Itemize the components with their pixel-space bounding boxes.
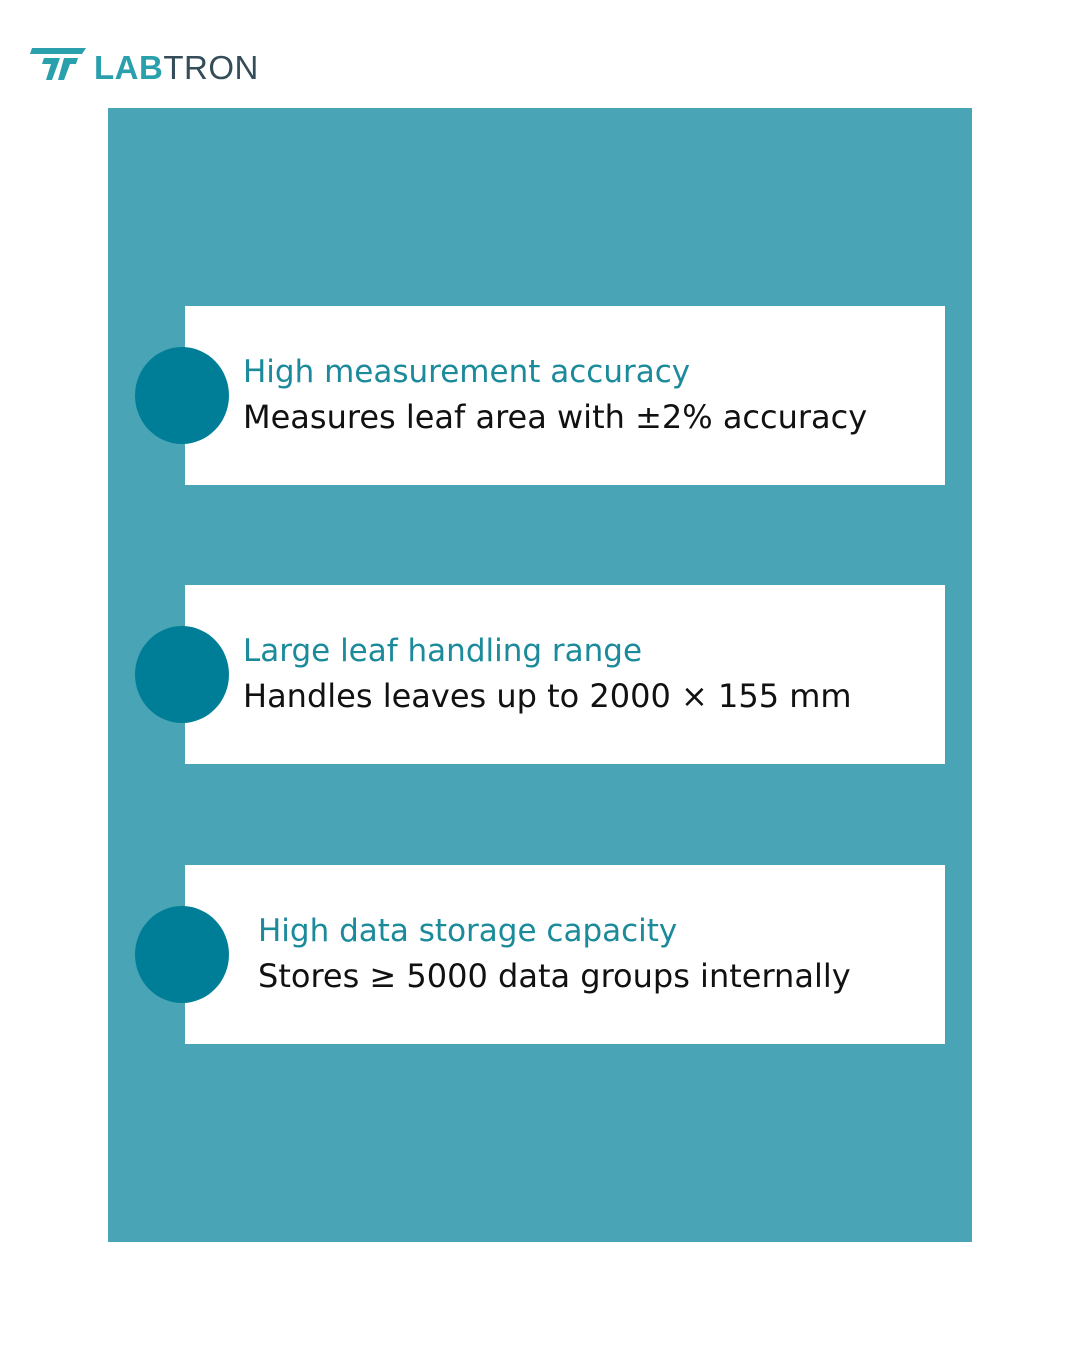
feature-card-range [185, 585, 945, 764]
feature-text [243, 635, 852, 713]
feature-card-accuracy [185, 306, 945, 485]
feature-card-storage [185, 865, 945, 1044]
feature-title: Large leaf handling range [243, 633, 643, 669]
brand-name-part2: TRON [163, 48, 259, 86]
feature-marker-dot [135, 626, 229, 723]
brand-logo [30, 42, 259, 86]
feature-text [243, 356, 867, 434]
feature-text [258, 915, 851, 993]
feature-description: Measures leaf area with ±2% accuracy [243, 398, 868, 436]
feature-title: High data storage capacity [258, 913, 678, 949]
feature-description: Stores ≥ 5000 data groups internally [258, 957, 851, 995]
feature-marker-dot [135, 347, 229, 444]
brand-name [94, 45, 259, 84]
feature-title: High measurement accuracy [243, 354, 691, 390]
feature-marker-dot [135, 906, 229, 1003]
feature-description: Handles leaves up to 2000 × 155 mm [243, 677, 852, 715]
brand-name-part1: LAB [94, 48, 164, 86]
labtron-logo-icon [30, 44, 88, 84]
